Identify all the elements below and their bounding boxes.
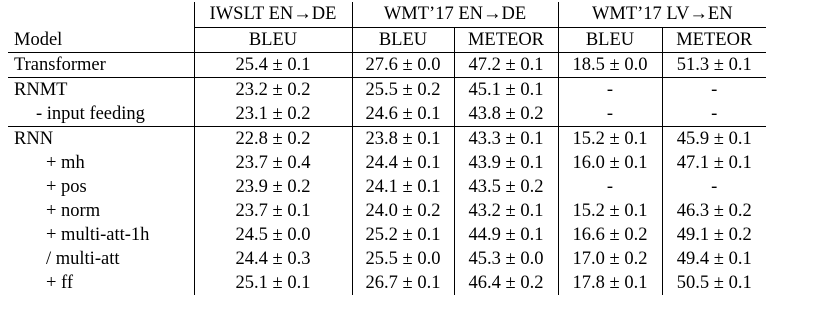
model-name: Transformer: [8, 53, 194, 78]
table-row: [8, 151, 766, 175]
score-cell: 24.5 ± 0.0: [194, 223, 352, 247]
table-row: [8, 247, 766, 271]
score-cell: 27.6 ± 0.0: [352, 53, 454, 78]
table-row: [8, 175, 766, 199]
score-cell: -: [662, 102, 766, 127]
score-cell: 25.4 ± 0.1: [194, 53, 352, 78]
score-cell: 26.7 ± 0.1: [352, 271, 454, 295]
score-cell: -: [662, 78, 766, 103]
score-cell: 23.9 ± 0.2: [194, 175, 352, 199]
score-cell: -: [558, 78, 662, 103]
score-cell: 25.2 ± 0.1: [352, 223, 454, 247]
score-cell: 23.2 ± 0.2: [194, 78, 352, 103]
score-cell: 18.5 ± 0.0: [558, 53, 662, 78]
score-cell: 15.2 ± 0.1: [558, 199, 662, 223]
header-group-iwslt: IWSLT EN→DE: [194, 2, 352, 28]
score-cell: 49.4 ± 0.1: [662, 247, 766, 271]
score-cell: 46.4 ± 0.2: [454, 271, 558, 295]
score-cell: -: [558, 102, 662, 127]
model-name: / multi-att: [46, 249, 120, 269]
score-cell: 24.0 ± 0.2: [352, 199, 454, 223]
header-metric-bleu: BLEU: [558, 28, 662, 53]
model-name: + mh: [46, 153, 85, 173]
score-cell: 43.9 ± 0.1: [454, 151, 558, 175]
score-cell: 23.1 ± 0.2: [194, 102, 352, 127]
score-cell: 45.9 ± 0.1: [662, 127, 766, 152]
score-cell: 51.3 ± 0.1: [662, 53, 766, 78]
score-cell: -: [558, 175, 662, 199]
table-row: [8, 271, 766, 295]
score-cell: 49.1 ± 0.2: [662, 223, 766, 247]
score-cell: 17.8 ± 0.1: [558, 271, 662, 295]
score-cell: 23.7 ± 0.1: [194, 199, 352, 223]
score-cell: 45.3 ± 0.0: [454, 247, 558, 271]
score-cell: 43.2 ± 0.1: [454, 199, 558, 223]
score-cell: 43.8 ± 0.2: [454, 102, 558, 127]
score-cell: 50.5 ± 0.1: [662, 271, 766, 295]
table-row: [8, 78, 766, 103]
table-row: [8, 53, 766, 78]
score-cell: 46.3 ± 0.2: [662, 199, 766, 223]
score-cell: 47.2 ± 0.1: [454, 53, 558, 78]
score-cell: 16.0 ± 0.1: [558, 151, 662, 175]
header-metric-bleu: BLEU: [352, 28, 454, 53]
score-cell: 16.6 ± 0.2: [558, 223, 662, 247]
score-cell: 44.9 ± 0.1: [454, 223, 558, 247]
model-name: - input feeding: [36, 104, 145, 124]
score-cell: 22.8 ± 0.2: [194, 127, 352, 152]
header-row-groups: [8, 2, 766, 28]
score-cell: 24.6 ± 0.1: [352, 102, 454, 127]
score-cell: 47.1 ± 0.1: [662, 151, 766, 175]
score-cell: 24.4 ± 0.1: [352, 151, 454, 175]
model-name: RNN: [8, 127, 194, 152]
header-metric-bleu: BLEU: [194, 28, 352, 53]
header-model-label: Model: [14, 29, 63, 50]
header-metric-meteor: METEOR: [454, 28, 558, 53]
header-group-wmt-en-de: WMT’17 EN→DE: [352, 2, 558, 28]
model-name: + ff: [46, 273, 74, 293]
model-name: + multi-att-1h: [46, 225, 150, 245]
model-name: RNMT: [8, 78, 194, 103]
header-metric-meteor: METEOR: [662, 28, 766, 53]
score-cell: 45.1 ± 0.1: [454, 78, 558, 103]
table-row: [8, 223, 766, 247]
score-cell: 43.3 ± 0.1: [454, 127, 558, 152]
score-cell: 24.1 ± 0.1: [352, 175, 454, 199]
model-name: + pos: [46, 177, 87, 197]
score-cell: 24.4 ± 0.3: [194, 247, 352, 271]
header-group-wmt-lv-en: WMT’17 LV→EN: [558, 2, 766, 28]
score-cell: -: [662, 175, 766, 199]
score-cell: 43.5 ± 0.2: [454, 175, 558, 199]
score-cell: 23.7 ± 0.4: [194, 151, 352, 175]
score-cell: 25.5 ± 0.2: [352, 78, 454, 103]
score-cell: 25.1 ± 0.1: [194, 271, 352, 295]
results-table: [8, 2, 766, 295]
score-cell: 17.0 ± 0.2: [558, 247, 662, 271]
score-cell: 15.2 ± 0.1: [558, 127, 662, 152]
table-row: [8, 102, 766, 127]
table-row: [8, 199, 766, 223]
model-name: + norm: [46, 201, 101, 221]
score-cell: 25.5 ± 0.0: [352, 247, 454, 271]
header-empty-cell: [8, 2, 194, 28]
table-row: [8, 127, 766, 152]
header-row-metrics: [8, 28, 766, 53]
score-cell: 23.8 ± 0.1: [352, 127, 454, 152]
